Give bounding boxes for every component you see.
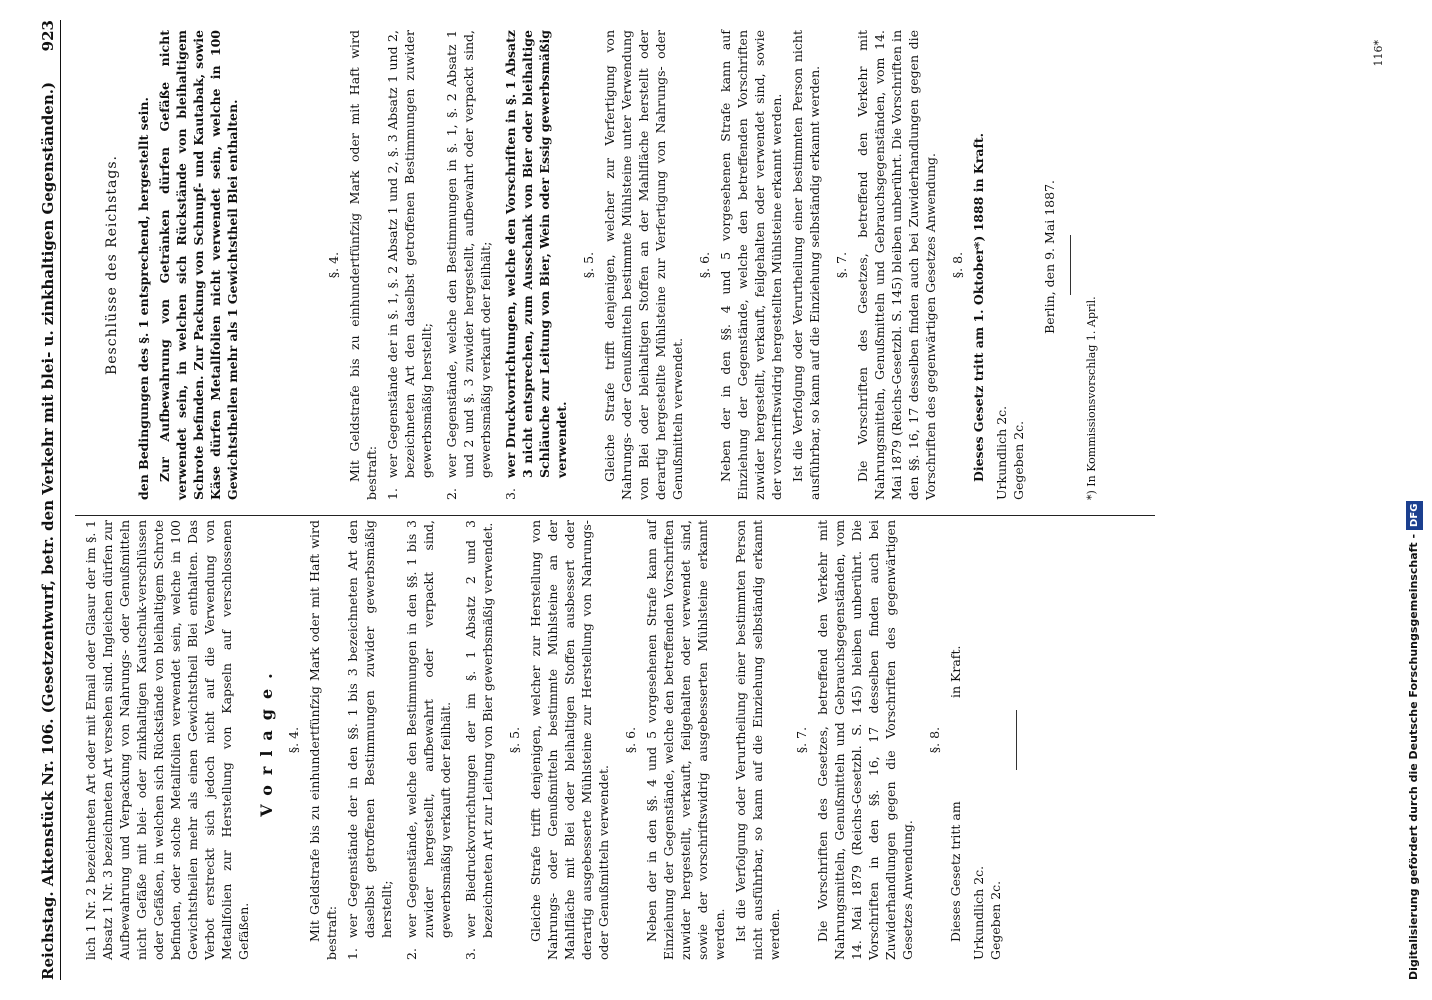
vorlage-s8-text: Dieses Gesetz tritt am in Kraft. xyxy=(948,645,963,942)
vorlage-s6-heading: §. 6. xyxy=(623,726,638,754)
beschluesse-sign-gegeben: Gegeben 2c. xyxy=(1011,420,1026,500)
beschluesse-footnote: *) In Kommissionsvorschlag 1. April. xyxy=(1085,296,1098,500)
beschluesse-s6-heading: §. 6. xyxy=(697,251,712,279)
vorlage-s4-item: 2. wer Gegenstände, welche den Bestimmungen in den §§. 1 bis 3 zuwider hergestellt, aufbewahrt oder verpackt sind, gewerbsmäßig verkauft oder feilhält. xyxy=(404,520,453,960)
beschluesse-signature xyxy=(993,30,1027,500)
beschluesse-title: Beschlüsse des Reichstags. xyxy=(104,155,120,376)
vorlage-s4-item: 3. wer Biedruckvorrichtungen der im §. 1 Absatz 2 und 3 bezeichneten Art zur Leitung von Bier gewerbsmäßig verwendet. xyxy=(463,520,495,960)
beschluesse-s4-item: 2. wer Gegenstände, welche den Bestimmungen in §. 1, §. 2 Absatz 1 und 2 und §. 3 zuwider hergestellt, aufbewahrt oder verpackt sind, gewerbsmäßig verkauft oder feilhält; xyxy=(444,30,493,500)
page-number: 923 xyxy=(39,20,57,52)
vorlage-s4-item: 1. wer Gegenstände der in den §§. 1 bis 3 bezeichneten Art den daselbst getroffenen Bestimmungen zuwider gewerbsmäßig herstellt; xyxy=(345,520,394,960)
digitization-text: Digitalisierung gefördert durch die Deutsche Forschungsgemeinschaft - xyxy=(1407,533,1420,980)
beschluesse-intro: den Bedingungen des §. 1 entsprechend, hergestellt sein. xyxy=(136,97,151,500)
vorlage-s6-text2: Ist die Verfolgung oder Verurtheilung einer bestimmten Person nicht ausführbar, so kann auf die Einziehung selbständig erkannt werden. xyxy=(733,520,782,960)
header-title: Reichstag. Aktenstück Nr. 106. (Gesetzentwurf, betr. den Verkehr mit blei- u. zinkhaltigen Gegenständen.) xyxy=(39,81,57,980)
beschluesse-s5-text: Gleiche Strafe trifft denjenigen, welcher zur Verfertigung von Nahrungs- oder Genußmitteln bestimmte Mühlsteine unter Verwendung von Blei oder bleihaltigen Stoffen an der Mahlfläche herstellt oder derartig hergestellte Mühlsteine zur Verfertigung von Nahrungs- oder Genußmitteln verwendet. xyxy=(602,30,685,500)
page-header xyxy=(40,20,61,980)
beschluesse-s4-intro: Mit Geldstrafe bis zu einhundertfünfzig Mark oder mit Haft wird bestraft: xyxy=(347,30,379,500)
beschluesse-para2: Zur Aufbewahrung von Getränken dürfen Gefäße nicht verwendet sein, in welchen sich Rückstände von bleihaltigem Schrote befinden. Zur Packung von Schnupf- und Kautabak, sowie Käse dürfen Metallfolien nicht verwendet sein, welche in 100 Gewichtstheilen mehr als 1 Gewichtstheil Blei enthalten. xyxy=(157,30,240,500)
beschluesse-end-rule xyxy=(1070,235,1071,295)
beschluesse-s4-heading: §. 4. xyxy=(326,251,341,279)
beschluesse-s5-heading: §. 5. xyxy=(581,251,596,279)
beschluesse-s4-item: 1. wer Gegenstände der in §. 1, §. 2 Absatz 1 und 2, §. 3 Absatz 1 und 2, bezeichneten Art den daselbst getroffenen Bestimmungen zuwider gewerbsmäßig herstellt; xyxy=(385,30,434,500)
beschluesse-s7-heading: §. 7. xyxy=(834,251,849,279)
beschluesse-sign-urkundlich: Urkundlich 2c. xyxy=(994,405,1009,500)
vorlage-intro: lich 1 Nr. 2 bezeichneten Art oder mit Email oder Glasur der im §. 1 Absatz 1 Nr. 3 bezeichneten Art versehen sind. Ingleichen dürfen zur Aufbewahrung und Verpackung von Nahrungs- oder Genußmitteln nicht Gefäße mit blei- oder zinkhaltigen Kautschuk-verschlüssen oder Gefäßen, in welchen sich Rückstände von bleihaltigem Schrote befinden, oder solche Metallfolien verwendet sein, welche in 100 Gewichtstheilen mehr als einen Gewichtstheil Blei enthalten. Das Verbot erstreckt sich jedoch nicht auf die Verwendung von Metallfolien zur Herstellung von Kapseln auf verschlossenen Gefäßen. xyxy=(83,520,251,960)
vorlage-s5-text: Gleiche Strafe trifft denjenigen, welcher zur Herstellung von Nahrungs- oder Genußmitteln bestimmte Mühlsteine an der Mahlfläche mit Blei oder bleihaltigen Stoffen ausbessert oder derartig ausgebesserte Mühlsteine zur Herstellung von Nahrungs- oder Genußmitteln verwendet. xyxy=(528,520,611,960)
vorlage-s7-heading: §. 7. xyxy=(794,726,809,754)
column-vorlage xyxy=(82,520,1029,960)
beschluesse-s4-item: 3. wer Druckvorrichtungen, welche den Vorschriften in §. 1 Absatz 3 nicht entsprechen, zum Ausschank von Bier oder bleihaltige Schläuche zur Leitung von Bier, Wein oder Essig gewerbsmäßig verwendet. xyxy=(503,30,569,500)
vorlage-s5-heading: §. 5. xyxy=(507,726,522,754)
beschluesse-date: Berlin, den 9. Mai 1887. xyxy=(1042,180,1057,334)
vorlage-s6-text: Neben der in den §§. 4 und 5 vorgesehenen Strafe kann auf Einziehung der Gegenstände, welche den betreffenden Vorschriften zuwider hergestellt, verkauft, feilgehalten oder verwendet sind, sowie der vorschriftswidrig ausgebesserten Mühlsteine erkannt werden. xyxy=(644,520,727,960)
beschluesse-s7-text: Die Vorschriften des Gesetzes, betreffend den Verkehr mit Nahrungsmitteln, Genußmitteln und Gebrauchsgegenständen, vom 14. Mai 1879 (Reichs-Gesetzbl. S. 145) bleiben unberührt. Die Vorschriften in den §§. 16, 17 desselben finden auch bei Zuwiderhandlungen gegen die Vorschriften des gegenwärtigen Gesetzes Anwendung. xyxy=(855,30,938,500)
vorlage-sign-urkundlich: Urkundlich 2c. xyxy=(971,865,986,960)
vorlage-end-rule xyxy=(1016,710,1017,770)
vorlage-title: Vorlage. xyxy=(257,663,276,817)
column-beschluesse xyxy=(82,30,1100,500)
dfg-logo: DFG xyxy=(1406,501,1423,530)
page-signature-mark: 116* xyxy=(1372,40,1385,67)
vorlage-sign-gegeben: Gegeben 2c. xyxy=(988,880,1003,960)
digitization-notice xyxy=(1405,501,1423,980)
vorlage-s8-heading: §. 8. xyxy=(927,726,942,754)
vorlage-s4-heading: §. 4. xyxy=(286,726,301,754)
vorlage-s4-intro: Mit Geldstrafe bis zu einhundertfünfzig Mark oder mit Haft wird bestraft: xyxy=(307,520,339,960)
vorlage-signature xyxy=(970,520,1004,960)
beschluesse-s6-text2: Ist die Verfolgung oder Verurtheilung einer bestimmten Person nicht ausführbar, so kann auf die Einziehung selbständig erkannt werden. xyxy=(790,30,822,500)
vorlage-s7-text: Die Vorschriften des Gesetzes, betreffend den Verkehr mit Nahrungsmitteln, Genußmitteln und Gebrauchsgegenständen, vom 14. Mai 1879 (Reichs-Gesetzbl. S. 145) bleiben unberührt. Die Vorschriften in den §§. 16, 17 desselben finden auch bei Zuwiderhandlungen gegen die Vorschriften des gegenwärtigen Gesetzes Anwendung. xyxy=(815,520,915,960)
column-divider xyxy=(75,515,1155,516)
beschluesse-s6-text: Neben der in den §§. 4 und 5 vorgesehenen Strafe kann auf Einziehung der Gegenstände, welche den betreffenden Vorschriften zuwider hergestellt, verkauft, feilgehalten oder verwendet sind, sowie der vorschriftswidrig hergestellten Mühlsteine erkannt werden. xyxy=(718,30,784,500)
beschluesse-s8-heading: §. 8. xyxy=(950,251,965,279)
beschluesse-s8-text: Dieses Gesetz tritt am 1. Oktober*) 1888 in Kraft. xyxy=(971,133,986,482)
